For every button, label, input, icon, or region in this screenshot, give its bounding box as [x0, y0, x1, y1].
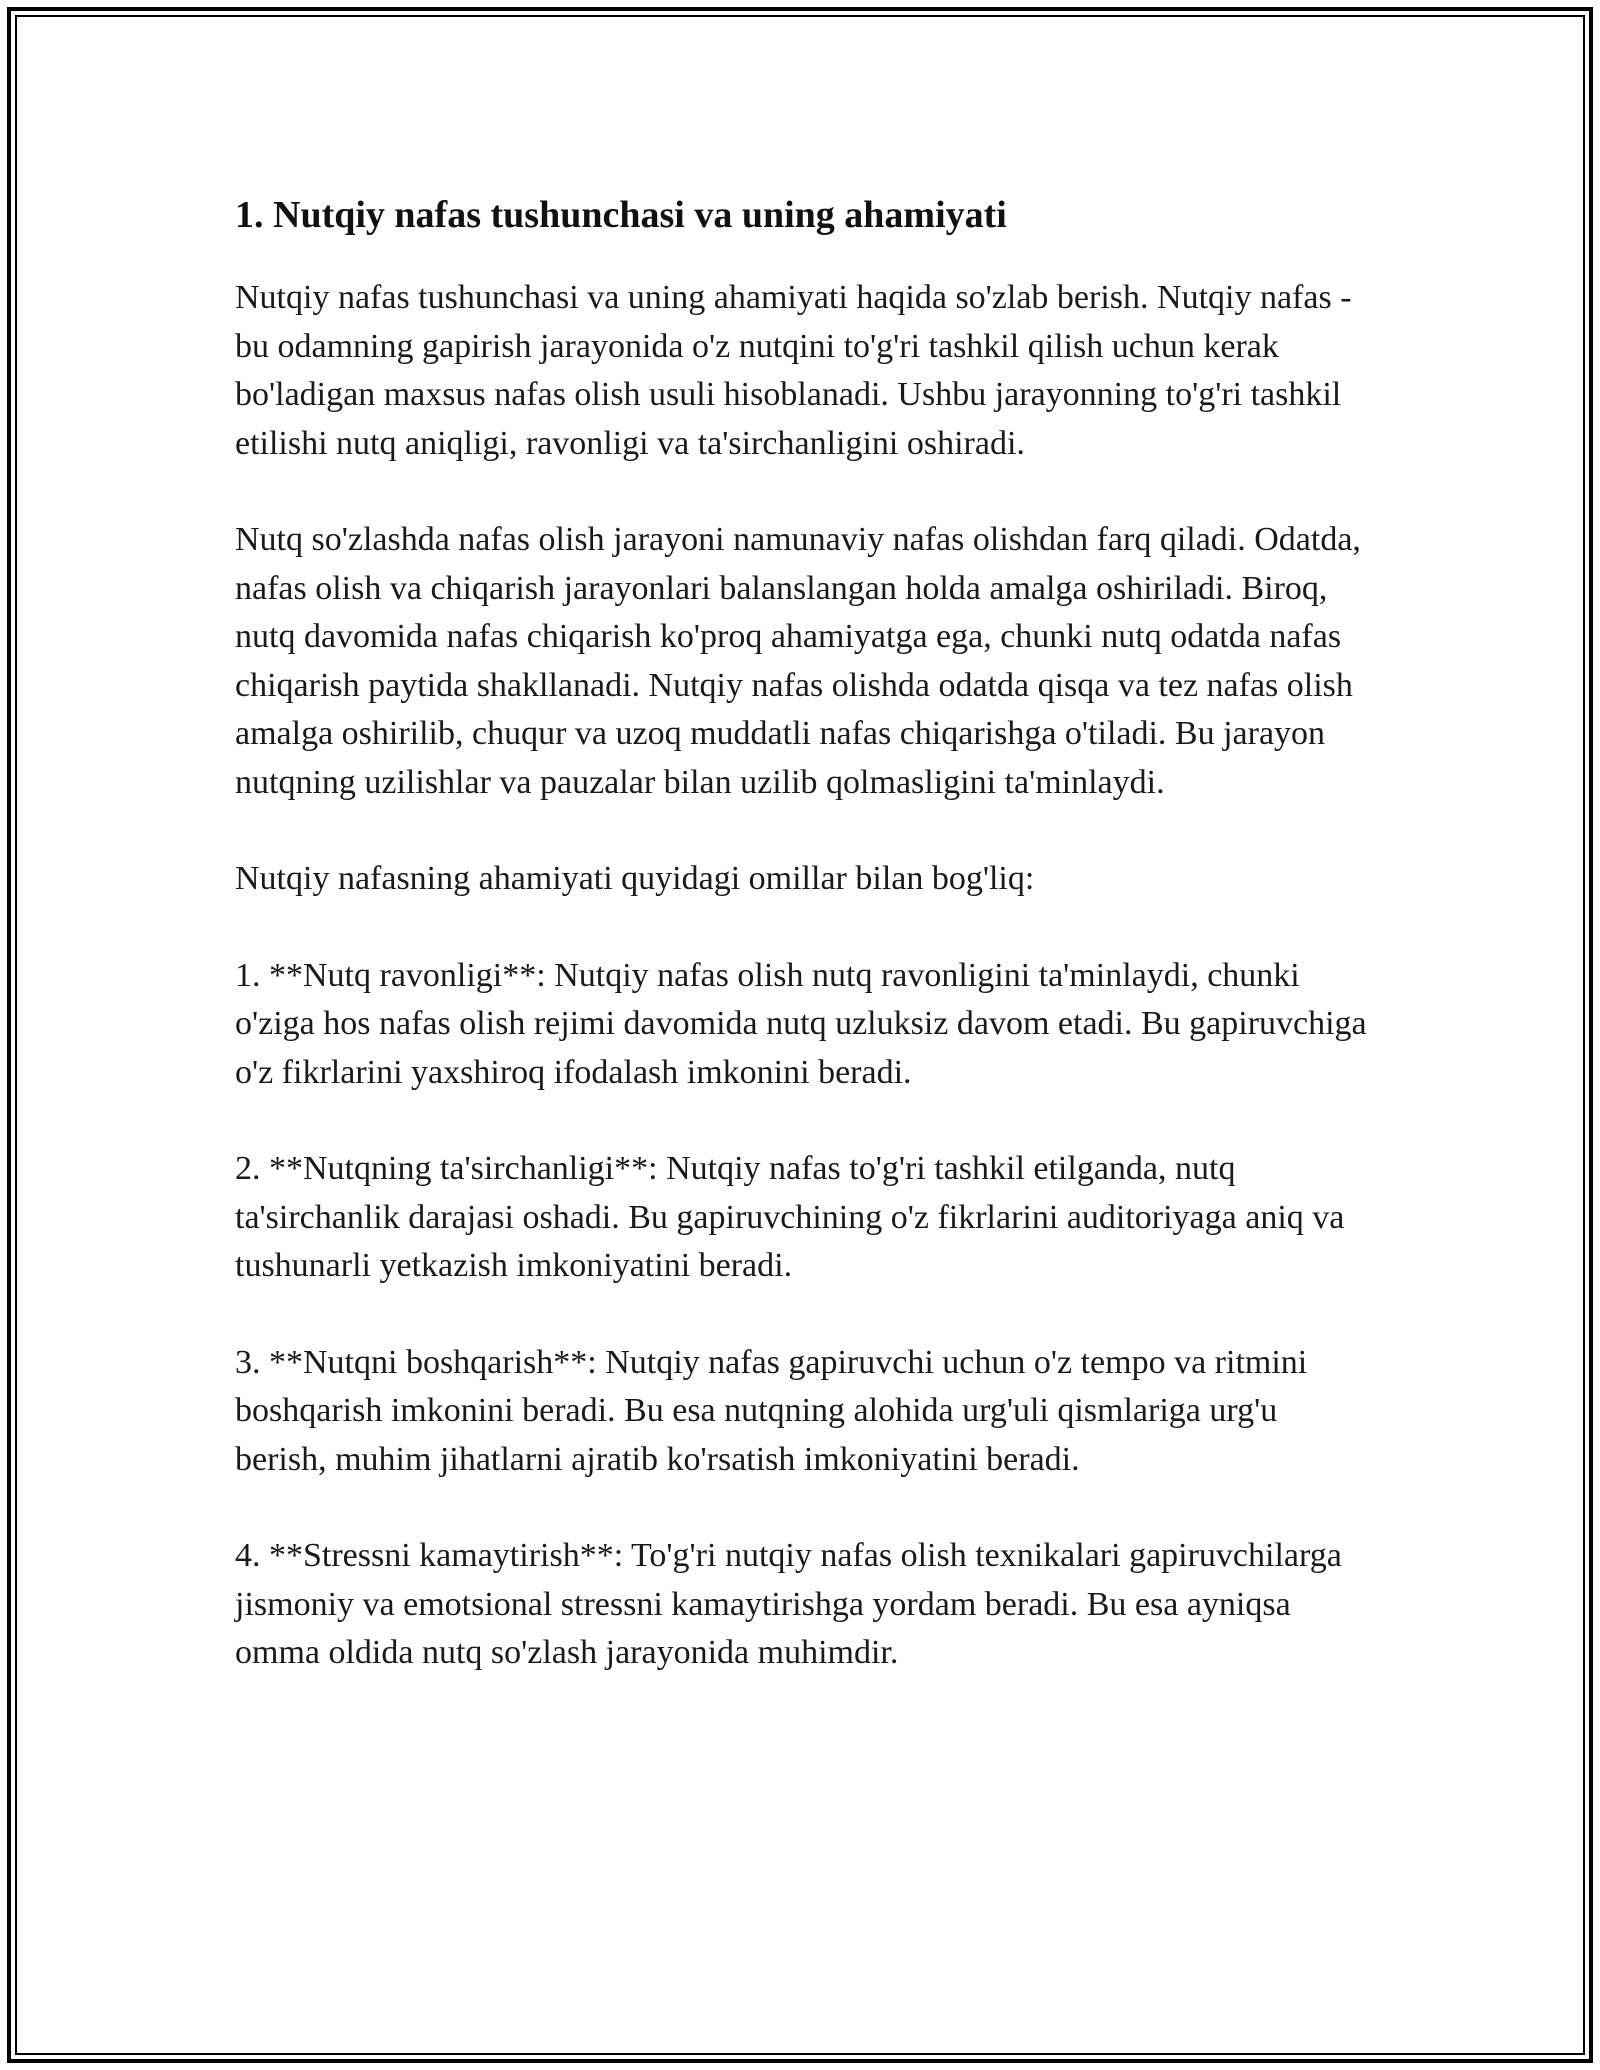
- document-body: [235, 186, 1375, 1726]
- list-item-speech-control: 3. **Nutqni boshqarish**: Nutqiy nafas gapiruvchi uchun o'z tempo va ritmini boshqarish imkonini beradi. Bu esa nutqning alohida urg'uli qismlariga urg'u berish, muhim jihatlarni ajratib ko'rsatish imkoniyatini beradi.: [235, 1343, 1308, 1478]
- section-heading: 1. Nutqiy nafas tushunchasi va uning ahamiyati: [235, 194, 1007, 236]
- list-item-stress-reduction: 4. **Stressni kamaytirish**: To'g'ri nutqiy nafas olish texnikalari gapiruvchilarga jismoniy va emotsional stressni kamaytirishga yordam beradi. Bu esa ayniqsa omma oldida nutq so'zlash jarayonida muhimdir.: [235, 1537, 1342, 1671]
- paragraph-importance-lead: Nutqiy nafasning ahamiyati quyidagi omillar bilan bog'liq:: [235, 860, 1035, 897]
- list-item-fluency: 1. **Nutq ravonligi**: Nutqiy nafas olish nutq ravonligini ta'minlaydi, chunki o'ziga hos nafas olish rejimi davomida nutq uzluksiz davom etadi. Bu gapiruvchiga o'z fikrlarini yaxshiroq ifodalash imkonini beradi.: [235, 956, 1367, 1091]
- list-item-expressiveness: 2. **Nutqning ta'sirchanligi**: Nutqiy nafas to'g'ri tashkil etilganda, nutq ta'sirchanlik darajasi oshadi. Bu gapiruvchining o'z fikrlarini auditoriyaga aniq va tushunarli yetkazish imkoniyatini beradi.: [235, 1150, 1345, 1284]
- paragraph-breathing-process: Nutq so'zlashda nafas olish jarayoni namunaviy nafas olishdan farq qiladi. Odatda, nafas olish va chiqarish jarayonlari balanslangan holda amalga oshiriladi. Biroq, nutq davomida nafas chiqarish ko'proq ahamiyatga ega, chunki nutq odatda nafas chiqarish paytida shakllanadi. Nutqiy nafas olishda odatda qisqa va tez nafas olish amalga oshirilib, chuqur va uzoq muddatli nafas chiqarishga o'tiladi. Bu jarayon nutqning uzilishlar va pauzalar bilan uzilib qolmasligini ta'minlaydi.: [235, 521, 1361, 801]
- paragraph-intro: Nutqiy nafas tushunchasi va uning ahamiyati haqida so'zlab berish. Nutqiy nafas - bu odamning gapirish jarayonida o'z nutqini to'g'ri tashkil qilish uchun kerak bo'ladigan maxsus nafas olish usuli hisoblanadi. Ushbu jarayonning to'g'ri tashkil etilishi nutq aniqligi, ravonligi va ta'sirchanligini oshiradi.: [235, 279, 1352, 462]
